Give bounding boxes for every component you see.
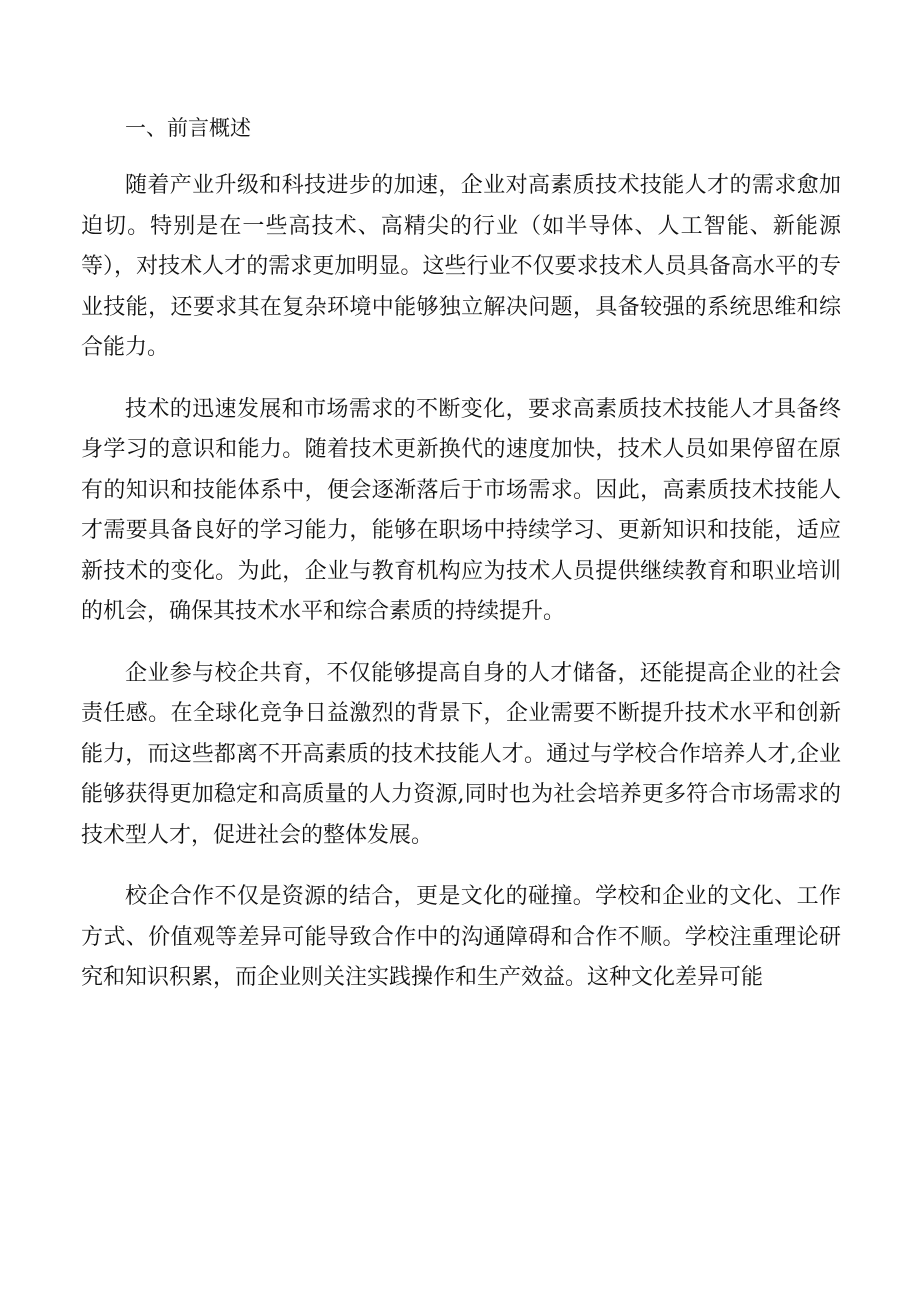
section-heading: 一、前言概述	[125, 116, 251, 140]
paragraph-2: 技术的迅速发展和市场需求的不断变化，要求高素质技术技能人才具备终身学习的意识和能力。随着技术更新换代的速度加快，技术人员如果停留在原有的知识和技能体系中，便会逐渐落后于市场需求。因此，高素质技术技能人才需要具备良好的学习能力，能够在职场中持续学习、更新知识和技能，适应新技术的变化。为此，企业与教育机构应为技术人员提供继续教育和职业培训的机会，确保其技术水平和综合素质的持续提升。	[81, 396, 841, 624]
document-body	[81, 112, 841, 1020]
paragraph-3: 企业参与校企共育，不仅能够提高自身的人才储备，还能提高企业的社会责任感。在全球化竞争日益激烈的背景下，企业需要不断提升技术水平和创新能力，而这些都离不开高素质的技术技能人才。通过与学校合作培养人才,企业能够获得更加稳定和高质量的人力资源,同时也为社会培养更多符合市场需求的技术型人才，促进社会的整体发展。	[81, 660, 841, 848]
paragraph-1: 随着产业升级和科技进步的加速，企业对高素质技术技能人才的需求愈加迫切。特别是在一些高技术、高精尖的行业（如半导体、人工智能、新能源等），对技术人才的需求更加明显。这些行业不仅要求技术人员具备高水平的专业技能，还要求其在复杂环境中能够独立解决问题，具备较强的系统思维和综合能力。	[81, 173, 841, 360]
paragraph-4: 校企合作不仅是资源的结合，更是文化的碰撞。学校和企业的文化、工作方式、价值观等差异可能导致合作中的沟通障碍和合作不顺。学校注重理论研究和知识积累，而企业则关注实践操作和生产效益。这种文化差异可能	[81, 884, 841, 990]
